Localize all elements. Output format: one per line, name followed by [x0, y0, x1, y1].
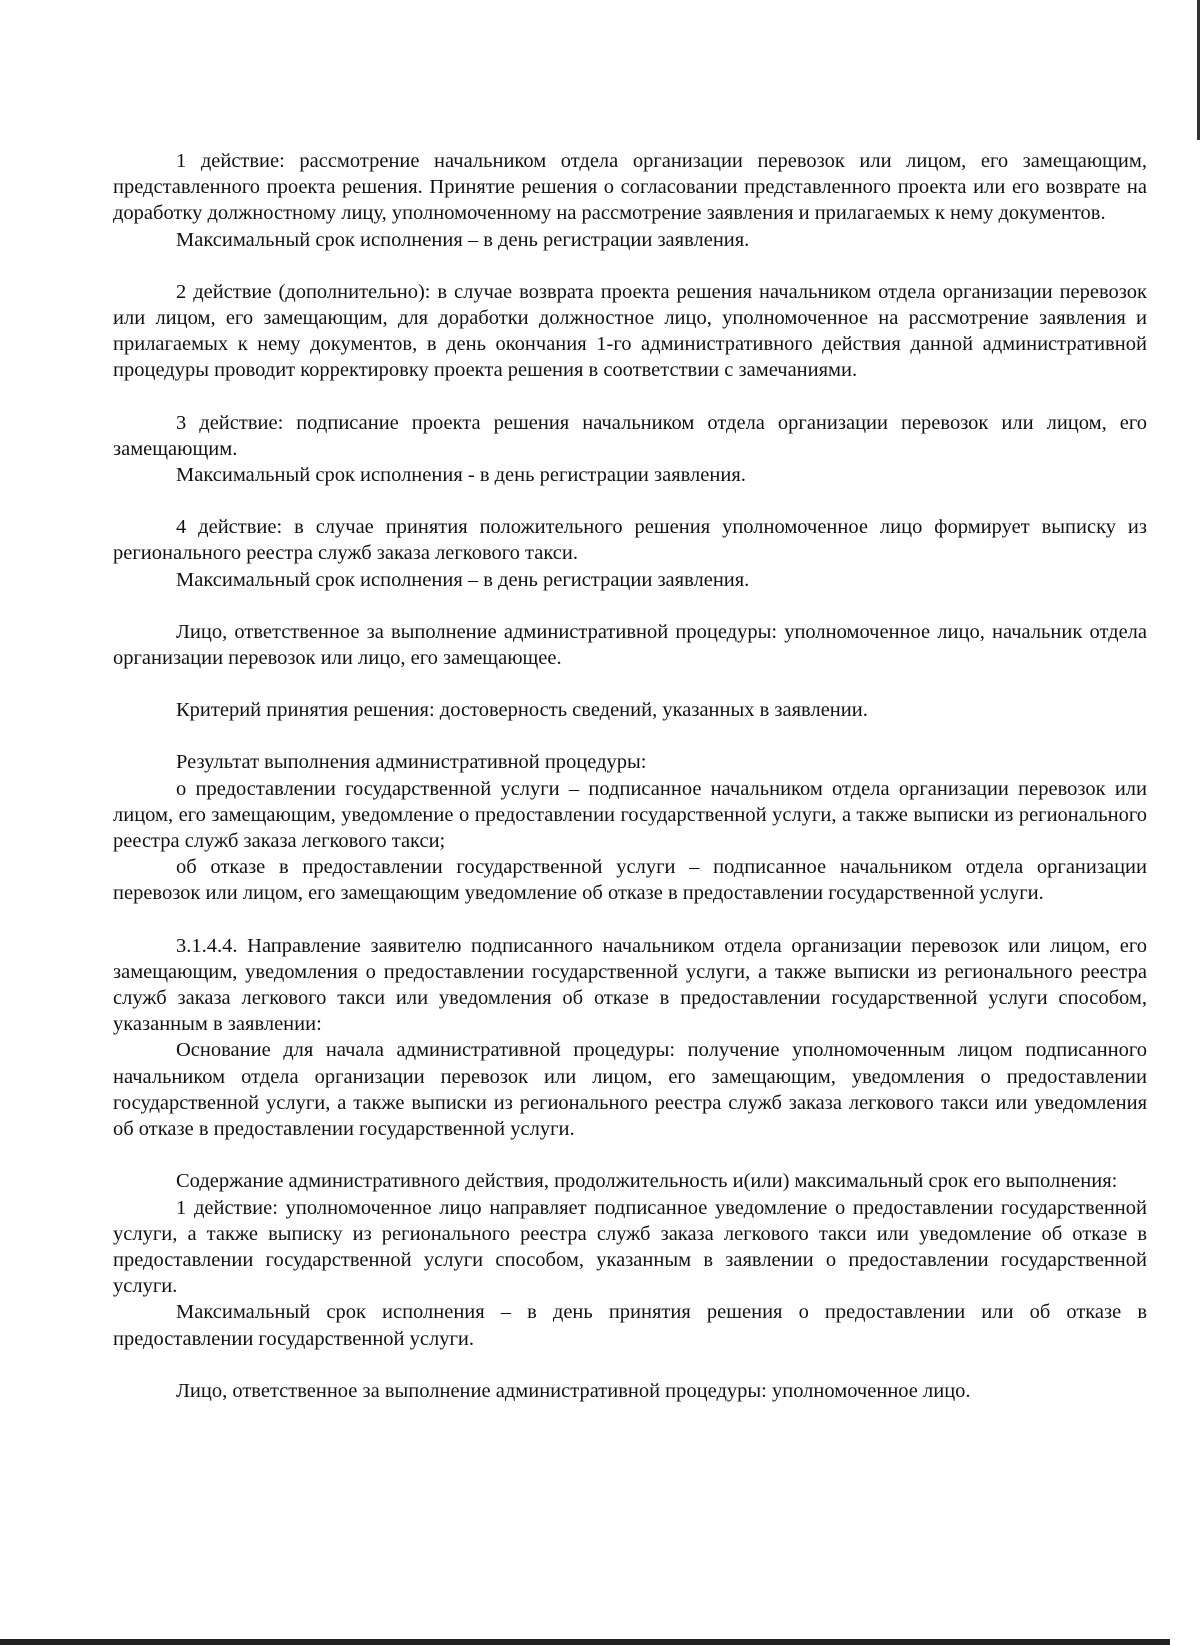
spacer — [113, 1142, 1147, 1168]
spacer — [113, 488, 1147, 514]
paragraph-result-heading: Результат выполнения административной процедуры: — [176, 751, 647, 774]
paragraph-procedure-basis: Основание для начала административной процедуры: получение уполномоченным лицом подписанного начальником отдела организации перевозок или лицом, его замещающим, уведомления о предоставлении государственной услуги, а также выписки из регионального реестра служб заказа легкового такси или уведомления об отказе в предоставлении государственной услуги. — [113, 1039, 1147, 1141]
paragraph-deadline-4: Максимальный срок исполнения – в день регистрации заявления. — [176, 568, 750, 591]
paragraph-decision-criterion: Критерий принятия решения: достоверность сведений, указанных в заявлении. — [176, 699, 868, 722]
paragraph-section-3-1-4-4: 3.1.4.4. Направление заявителю подписанного начальником отдела организации перевозок или лицом, его замещающим, уведомления о предоставлении государственной услуги, а также выписки из регионального реестра служб заказа легкового такси или уведомления об отказе в предоставлении государственной услуги способом, указанным в заявлении: — [113, 934, 1147, 1036]
spacer — [113, 253, 1147, 279]
paragraph-responsible-person: Лицо, ответственное за выполнение административной процедуры: уполномоченное лицо, начальник отдела организации перевозок или лицо, его замещающее. — [113, 620, 1147, 670]
spacer — [113, 593, 1147, 619]
spacer — [113, 1352, 1147, 1378]
spacer — [113, 384, 1147, 410]
paragraph-action-3: 3 действие: подписание проекта решения начальником отдела организации перевозок или лицом, его замещающим. — [113, 411, 1147, 460]
paragraph-action-content: Содержание административного действия, продолжительность и(или) максимальный срок его выполнения: — [176, 1170, 1118, 1193]
document-body — [113, 148, 1147, 1404]
paragraph-final-responsible: Лицо, ответственное за выполнение административной процедуры: уполномоченное лицо. — [176, 1379, 971, 1402]
spacer — [113, 907, 1147, 933]
paragraph-result-refused: об отказе в предоставлении государственной услуги – подписанное начальником отдела организации перевозок или лицом, его замещающим уведомление об отказе в предоставлении государственной услуги. — [113, 856, 1147, 905]
paragraph-deadline-3: Максимальный срок исполнения - в день регистрации заявления. — [176, 464, 746, 487]
paragraph-action-1: 1 действие: рассмотрение начальником отдела организации перевозок или лицом, его замещающим, представленного проекта решения. Принятие решения о согласовании представленного проекта или его возврате на доработку должностному лицу, уполномоченному на рассмотрение заявления и прилагаемых к нему документов. — [113, 150, 1147, 225]
scan-edge-bottom — [0, 1639, 1200, 1645]
paragraph-action-4: 4 действие: в случае принятия положительного решения уполномоченное лицо формирует выписку из регионального реестра служб заказа легкового такси. — [113, 516, 1147, 565]
paragraph-send-action: 1 действие: уполномоченное лицо направляет подписанное уведомление о предоставлении государственной услуги, а также выписку из регионального реестра служб заказа легкового такси или уведомление об отказе в предоставлении государственной услуги способом, указанным в заявлении о предоставлении государственной услуги. — [113, 1196, 1147, 1298]
scan-edge-corner — [1170, 1615, 1200, 1645]
paragraph-deadline-1: Максимальный срок исполнения – в день регистрации заявления. — [176, 228, 750, 251]
spacer — [113, 723, 1147, 749]
spacer — [113, 671, 1147, 697]
paragraph-action-2: 2 действие (дополнительно): в случае возврата проекта решения начальником отдела организации перевозок или лицом, его замещающим, для доработки должностное лицо, уполномоченное на рассмотрение заявления и прилагаемых к нему документов, в день окончания 1-го административного действия данной административной процедуры проводит корректировку проекта решения в соответствии с замечаниями. — [113, 280, 1147, 382]
paragraph-send-deadline: Максимальный срок исполнения – в день принятия решения о предоставлении или об отказе в предоставлении государственной услуги. — [113, 1301, 1147, 1350]
paragraph-result-granted: о предоставлении государственной услуги – подписанное начальником отдела организации перевозок или лицом, его замещающим, уведомление о предоставлении государственной услуги, а также выписки из регионального реестра служб заказа легкового такси; — [113, 777, 1147, 853]
